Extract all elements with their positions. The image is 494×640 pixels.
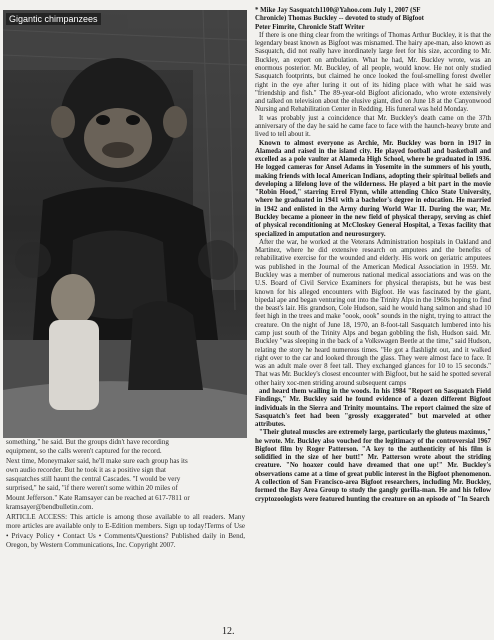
byline-line: * Mike Jay Sasquatch1100@Yahoo.com July 1, 2007 (SF bbox=[255, 7, 421, 14]
left-text-line: surprised," he said, "if there weren't some within 20 miles of bbox=[6, 484, 178, 493]
article-paragraph: "Their gluteal muscles are extremely large, particularly the gluteus maximus," he wrote. Mr. Buckley also vouched for the legitimacy of the controversial 1967 Bigfoot film by Roger Patterson. "A key to the authenticity of his film is solidified in the size of her butt!" Mr. Patterson wrote about the striding creature. "No hoaxer could have dreamed that one up!" Mr. Buckley's observations came at a time of great public interest in the Bigfoot phenomenon. A collection of San Francisco-area Bigfoot researchers, including Mr. Buckley, formed the Bay Area Group to study the gangly gorilla-man. He and his fellow cryptozoologists were featured hunting the creature on an episode of "In Search bbox=[255, 429, 491, 503]
photo-image bbox=[3, 10, 247, 438]
left-article-tail bbox=[6, 438, 245, 618]
obituary-article bbox=[255, 7, 491, 632]
chimpanzee-photo bbox=[3, 10, 247, 438]
left-text-line: something," he said. But the groups didn't have recording bbox=[6, 438, 169, 446]
left-text-line: kramsayer@bendbulletin.com. bbox=[6, 502, 94, 511]
photo-caption: Gigantic chimpanzees bbox=[6, 13, 101, 25]
article-paragraph: After the war, he worked at the Veterans Administration hospitals in Oakland and Martinez, where he did extensive research on amputees and the benefits of rehabilitative exercise for the wounded and elderly. His work on geriatric amputees was published in the Journal of the American Medical Association in 1959. Mr. Buckley was a member of numerous national medical associations and was on the U.S. Board of Civil Service Examiners for physical therapists, but he was best known for his alleged encounters with Bigfoot. He was fascinated by the giant, bipedal ape and began venturing out into the Trinity Alps in the 1960s hoping to find the beast's lair. His grandson, Cole Hudson, said he would hang salmon and shad 10 feet high in the trees and make "oook, oook" sounds in the night, trying to attract the creature. On the night of June 18, 1970, an 8-foot-tall Sasquatch lumbered into his camp just south of the Trinity Alps and began gobbling the fish, Hudson said. Mr. Buckley "was sleeping in the back of a Volkswagen Beetle at the time," said Hudson, relating the story he heard numerous times. "He got a flashlight out, and it walked right over to the car and looked through the glass. They were almost face to face. It was an adult male over 8 feet tall. They exchanged glances for 10 to 15 seconds." That was Mr. Buckley's closest encounter with Bigfoot, but he said he spotted several other hairy xoc-men striding around subsequent camps bbox=[255, 238, 491, 387]
byline-line: Peter Fimrite, Chronicle Staff Writer bbox=[255, 23, 365, 31]
article-paragraph: If there is one thing clear from the writings of Thomas Arthur Buckley, it is that the legendary beast known as Bigfoot was misnamed. The hairy ape-man, also known as Sasquatch, did not really have inordinately large feet for his size, according to Mr. Buckley, an expert on ambulation. What he had, Mr. Buckley wrote, was an enormous posterior. Mr. Buckley, of all people, would know. He not only studied Sasquatch footprints, but claimed he once looked the foul-smelling forest dweller right in the eye after luring it out of its hiding place with what he said was "friendship and fish." The 89-year-old Bigfoot aficionado, who wrote extensively and talked on television about the elusive giant, died on June 18 at the Canyonwood Nursing and Rehabilitation Center in Redding. His funeral was held Monday. bbox=[255, 31, 491, 114]
left-text-line: equipment, so the calls weren't captured for the record. bbox=[6, 447, 162, 456]
byline-line: Chronicle) Thomas Buckley -- devoted to study of Bigfoot bbox=[255, 15, 424, 23]
article-access-footer: ARTICLE ACCESS: This article is among those available to all readers. Many more articles are available only to E-Edition members. Sign up today!Terms of Use • Privacy Policy • Contact Us • Comments/Questions? Published daily in Bend, Oregon, by Western Communications, Inc. Copyright 2007. bbox=[6, 513, 245, 549]
left-text-line: own audio recorder. But he took it as a positive sign that bbox=[6, 465, 166, 474]
left-text-line: sasquatches still haunt the central Cascades. "I would be very bbox=[6, 475, 181, 483]
article-paragraph: It was probably just a coincidence that Mr. Buckley's death came on the 37th anniversary of the day he said he came face to face with the haunch-heavy brute and lived to tell about it. bbox=[255, 114, 491, 139]
article-paragraph: Known to almost everyone as Archie, Mr. Buckley was born in 1917 in Alameda and raised in the island city. He played football and basketball and excelled as a pole vaulter at Alameda High School, where he graduated in 1936. He logged cameras for Ansel Adams in Yosemite in the summers of his youth, making friends with local American Indians, adopting their spiritual beliefs and developing a lifelong love of the wilderness. He played a bit part in the movie "Robin Hood," starring Errol Flynn, while attending Chico State University, where he graduated in 1941 with a bachelor's degree in education. He married in 1942 and enlisted in the Army during World War II. During the war, Mr. Buckley became a pioneer in the new field of physical therapy, serving as chief of physical reconditioning at McCloskey General Hospital, a Texas facility that specialized in amputation and neurosurgery. bbox=[255, 139, 491, 238]
page-number: 12. bbox=[222, 626, 235, 637]
left-text-line: Next time, Moneymaker said, he'll make sure each group has its bbox=[6, 456, 188, 465]
article-paragraph: and heard them wailing in the woods. In his 1984 "Report on Sasquatch Field Findings," Mr. Buckley said he found evidence of a dozen different Bigfoot individuals in the Sierra and Trinity mountains. The report claimed the size of Sasquatch's feet had been "grossly exaggerated" but marveled at other attributes. bbox=[255, 387, 491, 429]
left-text-line: Mount Jefferson." Kate Ramsayer can be reached at 617-7811 or bbox=[6, 493, 190, 502]
